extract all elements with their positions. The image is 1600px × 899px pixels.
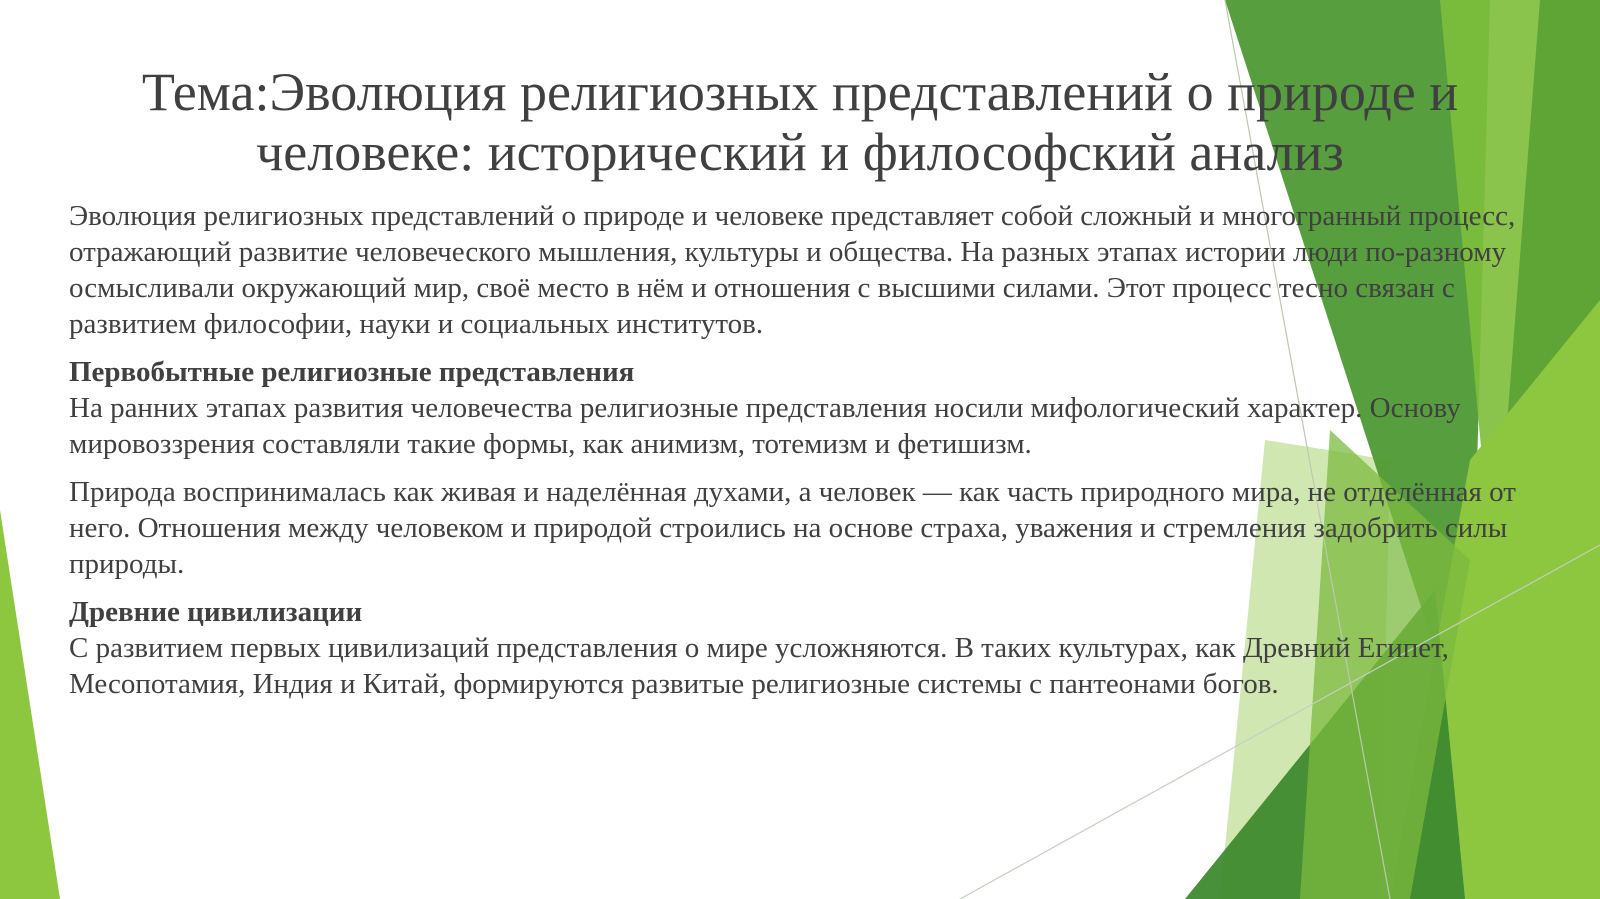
section-text: С развитием первых цивилизаций представления о мире усложняются. В таких культурах, как Древний Египет, Месопотамия, Индия и Китай, формируются развитые религиозные системы с пантеонами богов. <box>69 632 1449 700</box>
section-primitive <box>69 354 1539 462</box>
left-facet <box>0 510 60 899</box>
section-ancient <box>69 594 1539 702</box>
section-nature <box>69 474 1539 582</box>
intro-paragraph: Эволюция религиозных представлений о природе и человеке представляет собой сложный и многогранный процесс, отражающий развитие человеческого мышления, культуры и общества. На разных этапах истории люди по-разному осмысливали окружающий мир, своё место в нём и отношения с высшими силами. Этот процесс тесно связан с развитием философии, науки и социальных институтов. <box>69 200 1516 340</box>
section-text: Природа воспринималась как живая и наделённая духами, а человек — как часть природного мира, не отделённая от него. Отношения между человеком и природой строились на основе страха, уважения и стремления задобрить силы природы. <box>69 476 1516 580</box>
section-heading: Первобытные религиозные представления <box>69 356 635 388</box>
section-text: На ранних этапах развития человечества религиозные представления носили мифологический характер. Основу мировоззрения составляли такие формы, как анимизм, тотемизм и фетишизм. <box>69 392 1461 460</box>
section-heading: Древние цивилизации <box>69 596 363 628</box>
slide-title: Тема:Эволюция религиозных представлений о природе и человеке: исторический и философский анализ <box>141 62 1459 182</box>
slide-body <box>69 198 1539 714</box>
